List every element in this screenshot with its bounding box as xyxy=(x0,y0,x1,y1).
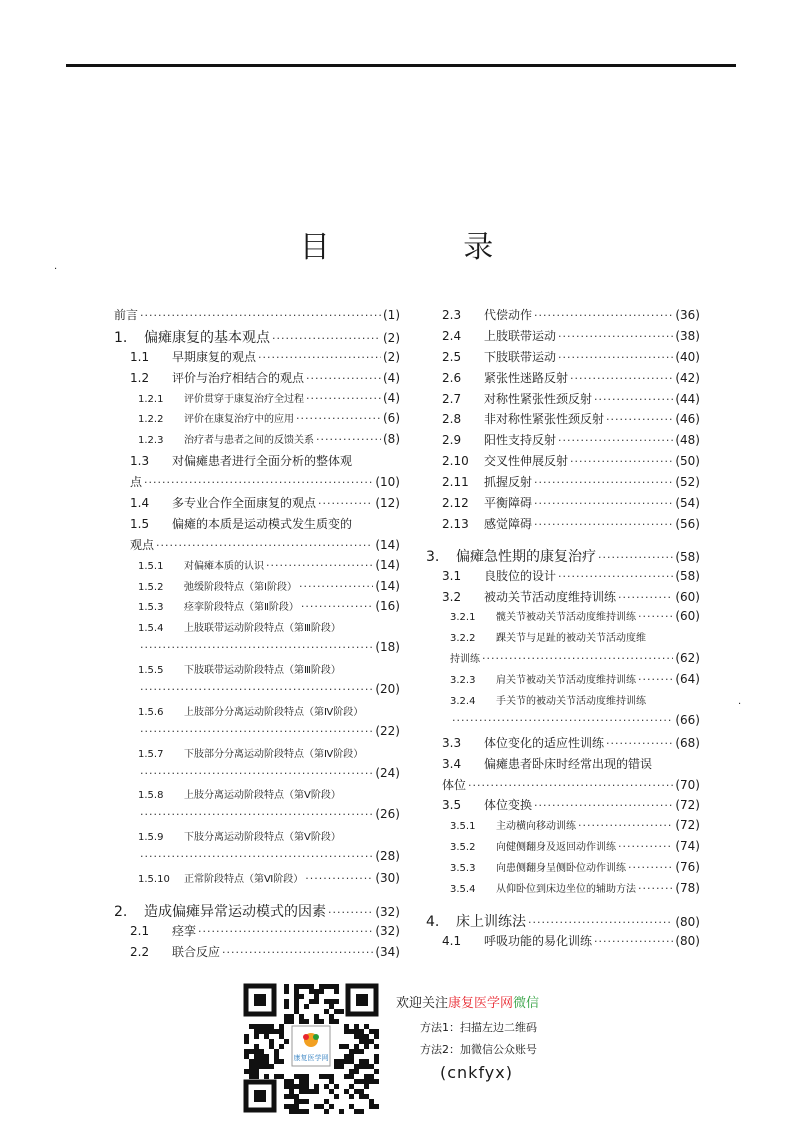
toc-entry xyxy=(114,515,400,536)
toc-entry-page: (20) xyxy=(375,682,400,697)
toc-entry xyxy=(114,494,400,515)
toc-entry-page: (58) xyxy=(675,568,700,583)
toc-entry-title: 阳性支持反射 xyxy=(484,433,557,448)
toc-entry-page: (32) xyxy=(375,923,400,938)
leader-dots xyxy=(266,559,373,572)
leader-dots xyxy=(638,882,673,895)
toc-entry-page: (34) xyxy=(375,944,400,959)
toc-entry-title: 肩关节被动关节活动度维持训练 xyxy=(496,675,636,687)
toc-entry-number: 3.3 xyxy=(442,735,462,750)
leader-dots xyxy=(140,683,373,696)
leader-dots xyxy=(558,570,673,583)
toc-entry xyxy=(426,431,700,452)
toc-entry-page: (60) xyxy=(675,589,700,604)
toc-entry-number: 3.1 xyxy=(442,568,462,583)
toc-entry xyxy=(426,473,700,494)
toc-entry xyxy=(114,410,400,431)
toc-entry-number: 3.2.4 xyxy=(450,696,476,708)
toc-entry-title: 向健侧翻身及返回动作训练 xyxy=(496,842,616,854)
leader-dots xyxy=(638,673,673,686)
toc-entry-title: 偏瘫患者卧床时经常出现的错误 xyxy=(484,756,653,771)
toc-entry-title: 联合反应 xyxy=(172,944,221,959)
toc-entry-title: 评价在康复治疗中的应用 xyxy=(184,414,294,426)
toc-entry xyxy=(114,557,400,578)
toc-entry-title: 对偏瘫患者进行全面分析的整体观 xyxy=(172,454,353,469)
toc-entry-page: (28) xyxy=(375,849,400,864)
toc-entry-page: (70) xyxy=(675,777,700,792)
leader-dots xyxy=(301,600,373,613)
toc-entry-continuation xyxy=(426,776,700,797)
toc-entry-page: (66) xyxy=(675,712,700,727)
toc-entry xyxy=(426,838,700,859)
toc-entry-title: 抓握反射 xyxy=(484,475,533,490)
toc-entry xyxy=(426,567,700,588)
toc-entry-title: 上肢部分分离运动阶段特点（第Ⅳ阶段） xyxy=(184,706,364,718)
toc-entry-number: 2.3 xyxy=(442,308,462,322)
toc-entry-title: 多专业合作全面康复的观点 xyxy=(172,496,317,511)
leader-dots xyxy=(594,935,673,948)
toc-entry xyxy=(426,515,700,536)
toc-entry-title: 交叉性伸展反射 xyxy=(484,454,569,469)
toc-entry-title: 紧张性迷路反射 xyxy=(484,370,569,385)
leader-dots xyxy=(570,455,673,468)
toc-entry-title: 对称性紧张性颈反射 xyxy=(484,391,593,406)
toc-entry xyxy=(426,932,700,953)
toc-entry-page: (72) xyxy=(675,818,700,833)
toc-entry-number: 1. xyxy=(114,329,128,346)
toc-entry-number: 2.10 xyxy=(442,454,469,469)
toc-entry xyxy=(426,859,700,880)
toc-entry-title: 感觉障碍 xyxy=(484,516,533,531)
toc-entry-title: 痉挛 xyxy=(172,923,197,938)
leader-dots xyxy=(594,393,673,406)
toc-entry xyxy=(114,870,400,891)
toc-entry-continuation xyxy=(114,536,400,557)
toc-entry-number: 1.1 xyxy=(130,349,150,364)
toc-entry-title: 手关节的被动关节活动度维持训练 xyxy=(496,696,646,708)
toc-entry-title: 评价贯穿于康复治疗全过程 xyxy=(184,393,304,405)
leader-dots xyxy=(299,580,373,593)
toc-entry-number: 3.2.1 xyxy=(450,612,476,624)
toc-entry-number: 2.1 xyxy=(130,923,150,938)
page-title: 目 录 xyxy=(299,230,556,265)
toc-entry xyxy=(426,734,700,755)
leader-dots xyxy=(140,309,381,322)
toc-entry-number: 2.4 xyxy=(442,328,462,343)
toc-entry-page: (14) xyxy=(375,578,400,593)
leader-dots xyxy=(628,861,673,874)
toc-entry-title: 下肢部分分离运动阶段特点（第Ⅳ阶段） xyxy=(184,748,364,760)
toc-entry-number: 2.9 xyxy=(442,433,462,448)
toc-entry xyxy=(426,452,700,473)
leader-dots xyxy=(618,591,673,604)
toc-entry-title: 髋关节被动关节活动度维持训练 xyxy=(496,612,636,624)
toc-entry-number: 1.2.1 xyxy=(138,393,164,405)
leader-dots xyxy=(328,906,373,919)
leader-dots xyxy=(272,332,381,345)
toc-entry-title: 向患侧翻身呈侧卧位动作训练 xyxy=(496,863,626,875)
toc-entry-page: (4) xyxy=(383,370,400,385)
toc-entry-number: 3.2 xyxy=(442,589,462,604)
toc-entry xyxy=(114,943,400,964)
toc-entry-page: (38) xyxy=(675,328,700,343)
toc-entry-number: 1.5.7 xyxy=(138,748,164,760)
toc-entry xyxy=(426,327,700,348)
toc-entry-number: 2. xyxy=(114,903,128,920)
toc-entry-title: 呼吸功能的易化训练 xyxy=(484,933,593,948)
toc-entry-number: 3.5 xyxy=(442,798,462,813)
toc-entry-title-cont: 观点 xyxy=(130,537,155,552)
toc-entry-title: 从仰卧位到床边坐位的辅助方法 xyxy=(496,884,636,896)
toc-entry-number: 3.5.4 xyxy=(450,884,476,896)
toc-entry-number: 1.4 xyxy=(130,496,150,511)
toc-entry xyxy=(426,671,700,692)
toc-entry-title: 上肢分离运动阶段特点（第Ⅴ阶段） xyxy=(184,790,341,802)
toc-entry-page: (58) xyxy=(675,549,700,564)
toc-entry-continuation xyxy=(114,640,400,661)
toc-entry-title: 被动关节活动度维持训练 xyxy=(484,589,617,604)
toc-entry-page: (62) xyxy=(675,651,700,666)
leader-dots xyxy=(306,392,381,405)
toc-entry xyxy=(114,828,400,849)
toc-entry-page: (16) xyxy=(375,599,400,614)
toc-entry-title: 踝关节与足趾的被动关节活动度维 xyxy=(496,633,646,645)
toc-entry-title: 偏瘫康复的基本观点 xyxy=(144,329,270,346)
toc-entry-page: (78) xyxy=(675,881,700,896)
leader-dots xyxy=(140,808,373,821)
toc-entry xyxy=(114,661,400,682)
toc-entry-title-cont: 持训练 xyxy=(450,654,480,666)
toc-entry-title: 良肢位的设计 xyxy=(484,568,557,583)
toc-entry-title: 代偿动作 xyxy=(484,308,533,322)
toc-entry xyxy=(426,410,700,431)
toc-entry-title: 非对称性紧张性颈反射 xyxy=(484,412,605,427)
promo-prefix: 欢迎关注 xyxy=(396,996,449,1011)
toc-entry-page: (18) xyxy=(375,640,400,655)
leader-dots xyxy=(222,946,373,959)
toc-entry-page: (42) xyxy=(675,370,700,385)
toc-entry-page: (32) xyxy=(375,904,400,919)
leader-dots xyxy=(258,351,381,364)
toc-entry-page: (2) xyxy=(383,349,400,364)
toc-entry-page: (72) xyxy=(675,798,700,813)
toc-entry-page: (36) xyxy=(675,308,700,322)
toc-entry xyxy=(114,390,400,411)
toc-entry-title: 前言 xyxy=(114,308,139,322)
toc-entry-page: (44) xyxy=(675,391,700,406)
toc-entry-title: 造成偏瘫异常运动模式的因素 xyxy=(144,903,326,920)
leader-dots xyxy=(452,714,673,727)
toc-entry xyxy=(426,796,700,817)
leader-dots xyxy=(570,372,673,385)
leader-dots xyxy=(296,412,381,425)
toc-entry-number: 3.5.1 xyxy=(450,821,476,833)
leader-dots xyxy=(140,850,373,863)
toc-entry-number: 2.2 xyxy=(130,944,150,959)
leader-dots xyxy=(534,518,673,531)
leader-dots xyxy=(316,433,381,446)
toc-entry-title: 主动横向移动训练 xyxy=(496,821,576,833)
toc-entry-title: 下肢联带运动 xyxy=(484,349,557,364)
toc-entry-page: (22) xyxy=(375,723,400,738)
promo-block xyxy=(396,992,539,1082)
leader-dots xyxy=(305,872,373,885)
toc-entry-number: 2.7 xyxy=(442,391,462,406)
toc-entry-page: (24) xyxy=(375,765,400,780)
toc-entry xyxy=(426,588,700,609)
toc-entry xyxy=(114,306,400,327)
scan-speck: · xyxy=(738,699,742,710)
leader-dots xyxy=(528,916,673,929)
leader-dots xyxy=(140,641,373,654)
toc-entry xyxy=(114,369,400,390)
toc-entry-title: 体位变化的适应性训练 xyxy=(484,735,605,750)
toc-entry-title: 下肢分离运动阶段特点（第Ⅴ阶段） xyxy=(184,832,341,844)
leader-dots xyxy=(482,652,673,665)
qr-code xyxy=(242,982,380,1114)
toc-entry xyxy=(114,598,400,619)
toc-entry-continuation xyxy=(114,766,400,787)
toc-entry-number: 3.2.2 xyxy=(450,633,476,645)
toc-entry-title-cont: 体位 xyxy=(442,777,467,792)
leader-dots xyxy=(558,351,673,364)
toc-entry-page: (8) xyxy=(383,432,400,447)
toc-entry-title: 痉挛阶段特点（第Ⅱ阶段） xyxy=(184,602,299,614)
leader-dots xyxy=(638,610,673,623)
toc-entry-number: 1.5.5 xyxy=(138,665,164,677)
toc-entry xyxy=(114,327,400,348)
toc-entry xyxy=(114,745,400,766)
toc-entry-page: (12) xyxy=(375,496,400,511)
toc-entry-number: 2.11 xyxy=(442,475,469,490)
toc-entry-continuation xyxy=(114,473,400,494)
toc-entry-title: 下肢联带运动阶段特点（第Ⅲ阶段） xyxy=(184,665,341,677)
leader-dots xyxy=(318,497,373,510)
toc-entry-number: 1.5.4 xyxy=(138,623,164,635)
toc-entry-number: 3. xyxy=(426,548,440,565)
toc-entry-title: 偏瘫的本质是运动模式发生质变的 xyxy=(172,516,353,531)
toc-entry-page: (30) xyxy=(375,871,400,886)
promo-brand: 康复医学网 xyxy=(448,996,514,1011)
toc-entry-page: (10) xyxy=(375,475,400,490)
leader-dots xyxy=(558,434,673,447)
toc-entry-title-cont: 点 xyxy=(130,475,143,490)
toc-entry xyxy=(426,390,700,411)
toc-entry-page: (14) xyxy=(375,537,400,552)
toc-entry xyxy=(114,619,400,640)
toc-entry-page: (68) xyxy=(675,735,700,750)
toc-entry-number: 1.2.3 xyxy=(138,435,164,447)
toc-entry-title: 上肢联带运动 xyxy=(484,328,557,343)
toc-entry-page: (50) xyxy=(675,454,700,469)
toc-entry xyxy=(426,494,700,515)
toc-entry-page: (80) xyxy=(675,933,700,948)
toc-entry-number: 1.2.2 xyxy=(138,414,164,426)
toc-entry-page: (56) xyxy=(675,516,700,531)
toc-entry-title: 平衡障碍 xyxy=(484,496,533,511)
toc-entry-number: 2.8 xyxy=(442,412,462,427)
toc-entry xyxy=(114,786,400,807)
toc-entry-title: 体位变换 xyxy=(484,798,533,813)
toc-entry-number: 3.5.3 xyxy=(450,863,476,875)
toc-entry-number: 4.1 xyxy=(442,933,462,948)
leader-dots xyxy=(606,413,673,426)
toc-entry xyxy=(426,911,700,932)
toc-entry xyxy=(426,306,700,327)
toc-entry-continuation xyxy=(426,713,700,734)
leader-dots xyxy=(534,476,673,489)
scan-speck: · xyxy=(54,264,58,275)
toc-entry-title: 评价与治疗相结合的观点 xyxy=(172,370,305,385)
leader-dots xyxy=(534,497,673,510)
toc-entry-number: 2.6 xyxy=(442,370,462,385)
toc-entry-page: (2) xyxy=(383,330,400,345)
toc-entry-page: (48) xyxy=(675,433,700,448)
toc-entry-number: 1.5.1 xyxy=(138,560,164,572)
toc-entry-page: (52) xyxy=(675,475,700,490)
top-rule xyxy=(66,64,736,67)
toc-entry xyxy=(426,348,700,369)
toc-entry-page: (46) xyxy=(675,412,700,427)
toc-entry-page: (74) xyxy=(675,839,700,854)
leader-dots xyxy=(144,476,373,489)
promo-method-1: 方法1：扫描左边二维码 xyxy=(420,1021,537,1034)
toc-entry xyxy=(426,817,700,838)
toc-entry-number: 1.2 xyxy=(130,370,150,385)
toc-entry xyxy=(114,901,400,922)
toc-entry-number: 1.3 xyxy=(130,454,150,469)
toc-entry-number: 1.5.2 xyxy=(138,581,164,593)
leader-dots xyxy=(534,799,673,812)
toc-entry-continuation xyxy=(114,682,400,703)
toc-right-column xyxy=(426,306,700,953)
toc-entry xyxy=(426,608,700,629)
toc-entry-page: (76) xyxy=(675,860,700,875)
toc-entry-number: 2.13 xyxy=(442,516,469,531)
leader-dots xyxy=(606,737,673,750)
toc-entry xyxy=(426,369,700,390)
leader-dots xyxy=(156,539,373,552)
toc-entry xyxy=(426,880,700,901)
promo-account-id: (cnkfyx) xyxy=(440,1063,513,1082)
leader-dots xyxy=(558,330,673,343)
toc-entry-number: 1.5.6 xyxy=(138,706,164,718)
toc-entry xyxy=(114,703,400,724)
leader-dots xyxy=(198,925,373,938)
toc-entry-page: (1) xyxy=(383,308,400,322)
toc-entry xyxy=(426,629,700,650)
toc-entry-title: 对偏瘫本质的认识 xyxy=(184,560,264,572)
toc-entry-page: (80) xyxy=(675,914,700,929)
toc-entry xyxy=(114,452,400,473)
toc-entry xyxy=(114,348,400,369)
toc-entry-number: 2.12 xyxy=(442,496,469,511)
toc-entry-continuation xyxy=(114,849,400,870)
toc-left-column xyxy=(114,306,400,964)
leader-dots xyxy=(578,819,673,832)
promo-suffix: 微信 xyxy=(513,996,540,1011)
toc-entry xyxy=(426,546,700,567)
toc-entry-page: (14) xyxy=(375,557,400,572)
toc-entry-number: 1.5.3 xyxy=(138,602,164,614)
toc-entry-number: 1.5 xyxy=(130,516,150,531)
toc-entry xyxy=(114,922,400,943)
toc-entry-number: 3.5.2 xyxy=(450,842,476,854)
toc-entry-continuation xyxy=(114,807,400,828)
toc-entry-number: 1.5.8 xyxy=(138,790,164,802)
toc-entry-number: 4. xyxy=(426,913,440,930)
toc-entry xyxy=(114,431,400,452)
toc-entry-page: (54) xyxy=(675,496,700,511)
leader-dots xyxy=(534,309,673,322)
promo-method-2: 方法2：加微信公众账号 xyxy=(420,1043,537,1056)
leader-dots xyxy=(468,779,673,792)
qr-logo-label: 康复医学网 xyxy=(293,1054,329,1062)
toc-entry-title: 上肢联带运动阶段特点（第Ⅲ阶段） xyxy=(184,623,341,635)
toc-entry-page: (40) xyxy=(675,349,700,364)
leader-dots xyxy=(598,551,673,564)
leader-dots xyxy=(140,725,373,738)
toc-entry-continuation xyxy=(114,724,400,745)
leader-dots xyxy=(618,840,673,853)
toc-entry-page: (4) xyxy=(383,390,400,405)
toc-entry xyxy=(114,578,400,599)
toc-entry-number: 1.5.9 xyxy=(138,832,164,844)
toc-entry-number: 2.5 xyxy=(442,349,462,364)
toc-entry-page: (6) xyxy=(383,411,400,426)
toc-entry-page: (26) xyxy=(375,807,400,822)
toc-entry-number: 3.2.3 xyxy=(450,675,476,687)
leader-dots xyxy=(306,372,381,385)
toc-entry-continuation xyxy=(426,650,700,671)
toc-entry-title: 床上训练法 xyxy=(456,913,526,930)
toc-entry-title: 正常阶段特点（第Ⅵ阶段） xyxy=(184,874,304,886)
toc-entry-title: 弛缓阶段特点（第Ⅰ阶段） xyxy=(184,581,297,593)
toc-entry-page: (60) xyxy=(675,609,700,624)
toc-entry-number: 1.5.10 xyxy=(138,874,170,886)
toc-entry-page: (64) xyxy=(675,672,700,687)
toc-entry-number: 3.4 xyxy=(442,756,462,771)
toc-entry xyxy=(426,692,700,713)
toc-entry xyxy=(426,755,700,776)
promo-headline xyxy=(396,992,539,1011)
leader-dots xyxy=(140,767,373,780)
toc-entry-title: 早期康复的观点 xyxy=(172,349,257,364)
toc-entry-title: 治疗者与患者之间的反馈关系 xyxy=(184,435,314,447)
toc-entry-title: 偏瘫急性期的康复治疗 xyxy=(456,548,596,565)
